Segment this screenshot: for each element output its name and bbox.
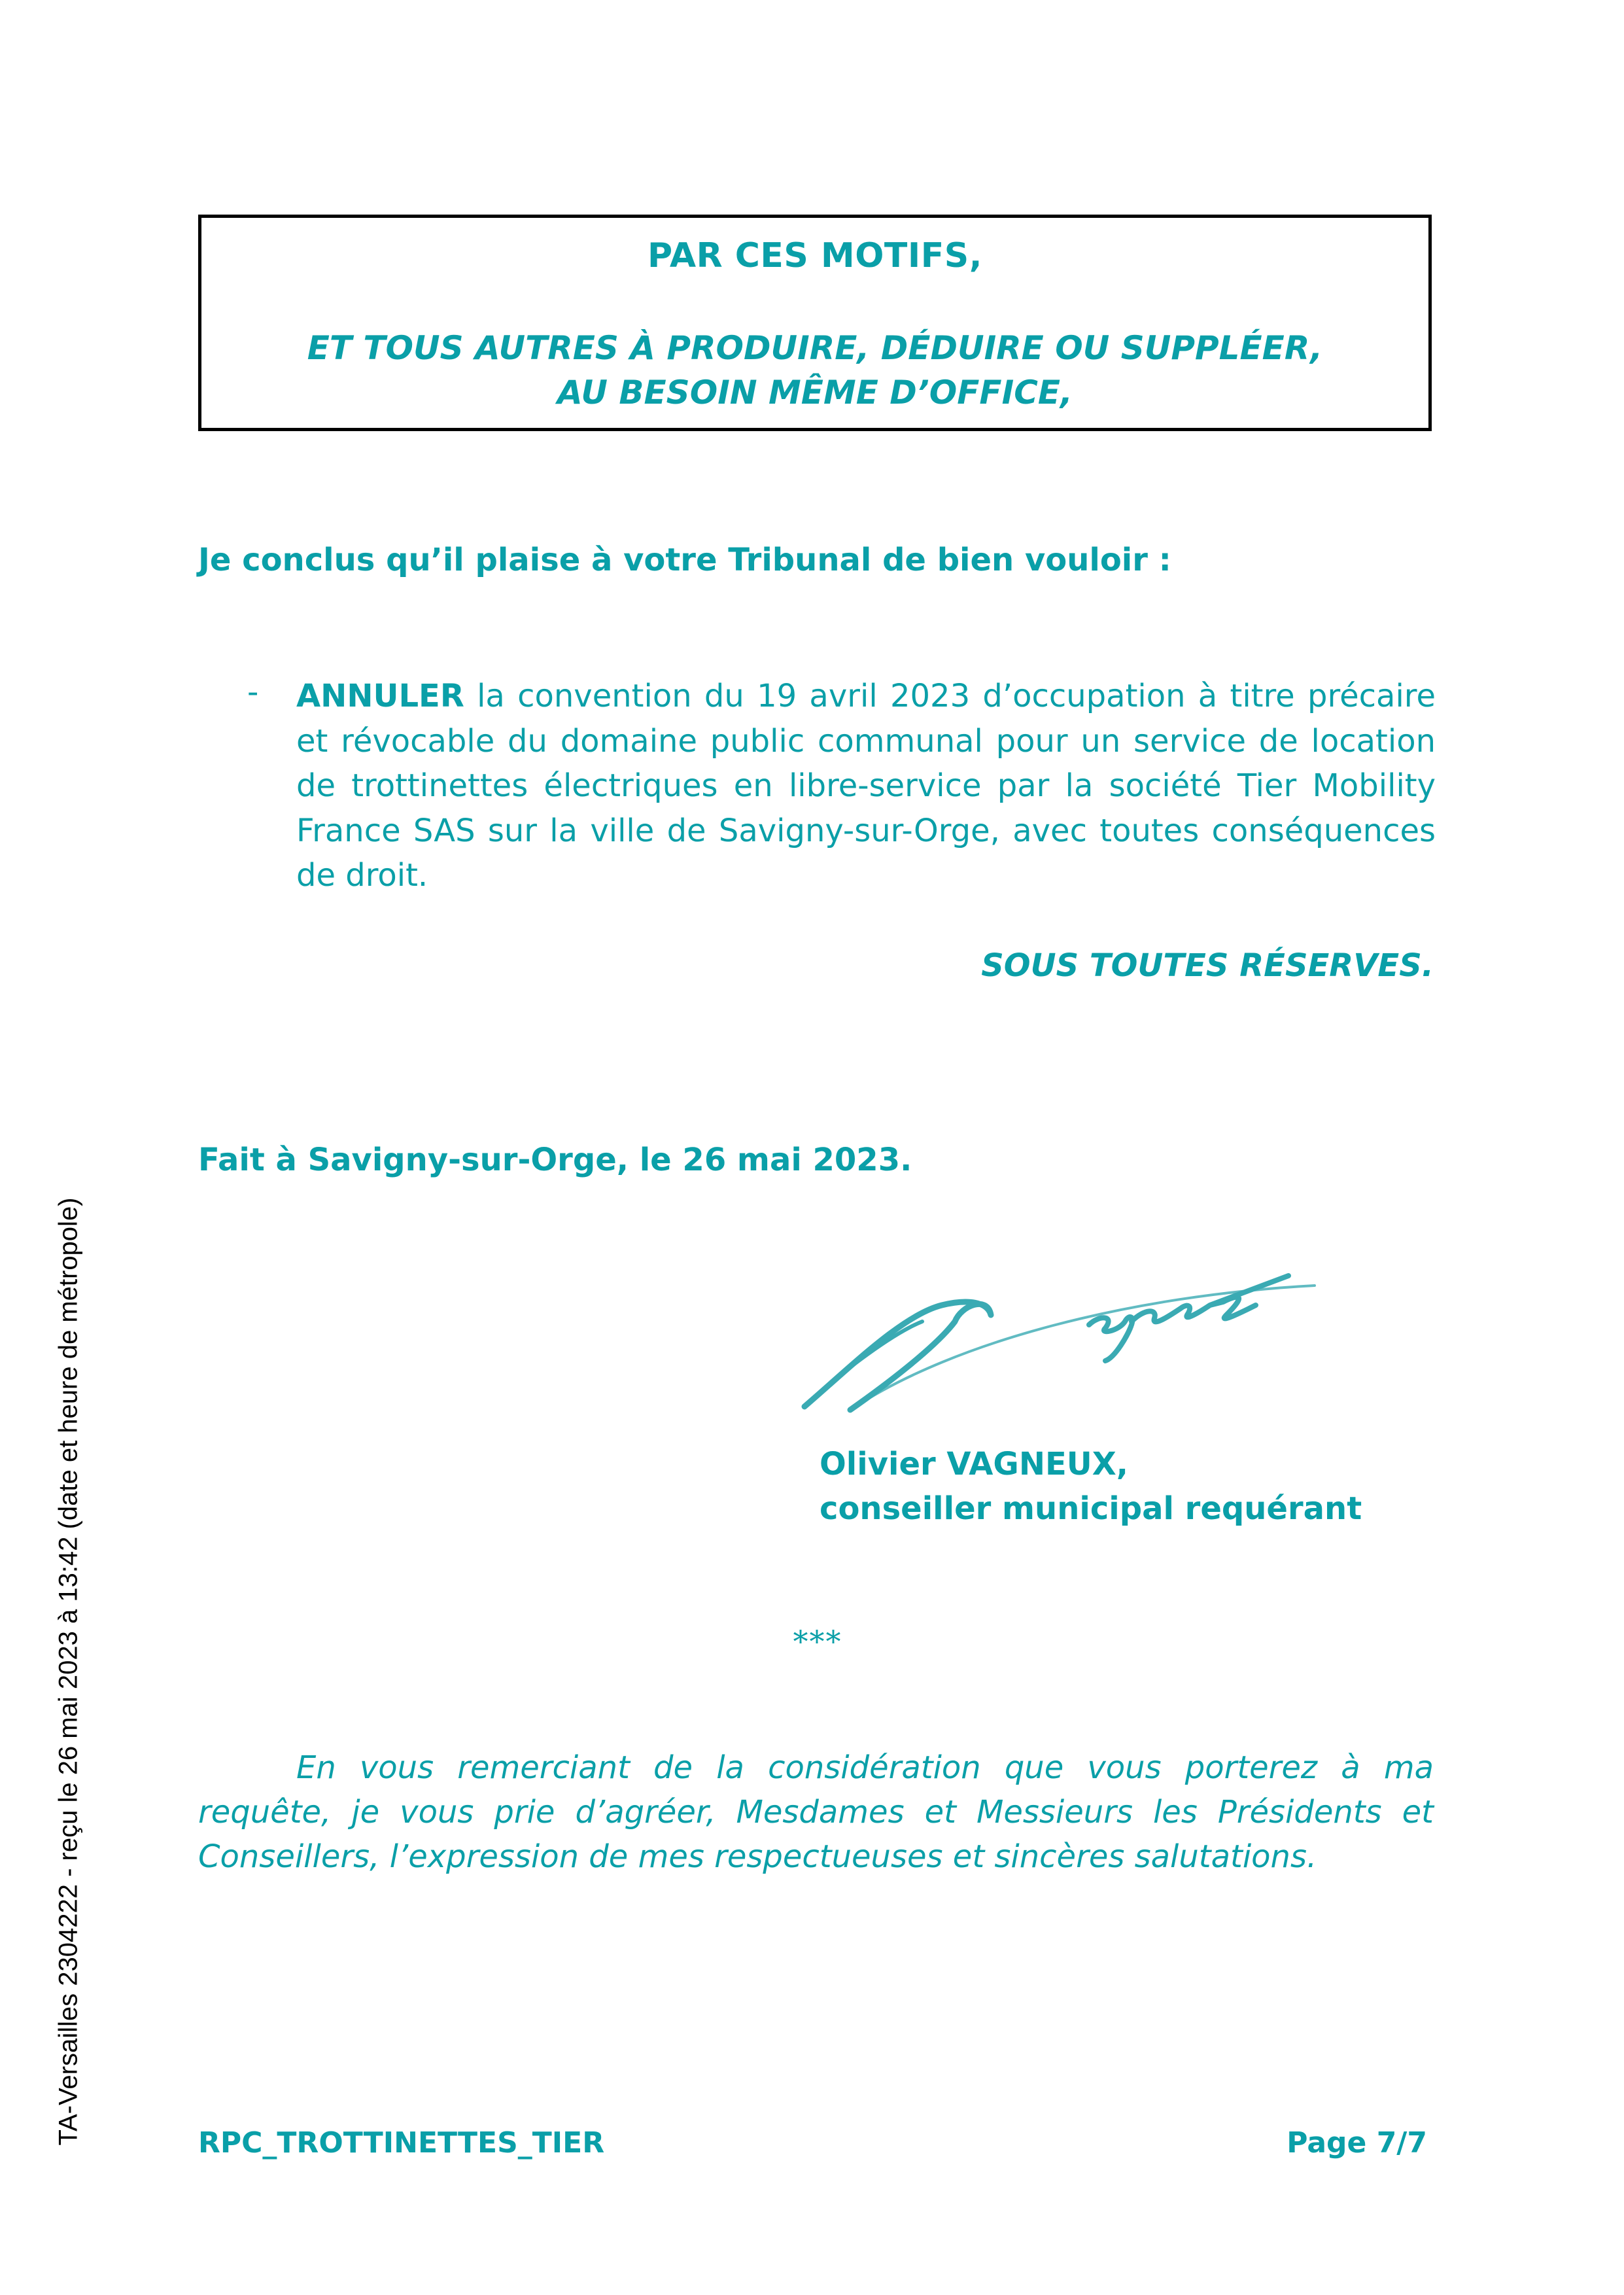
- closing-paragraph: En vous remerciant de la considération que vous porterez à ma requête, je vous prie d’agréer, Mesdames et Messieurs les Présidents et Conseillers, l’expression de mes respectueuses et sincères salutations.: [198, 1749, 1434, 1875]
- footer-document-ref: RPC_TROTTINETTES_TIER: [198, 2126, 605, 2160]
- signature-stroke-v-loop: [804, 1302, 991, 1410]
- signer-role: conseiller municipal requérant: [820, 1490, 1362, 1527]
- bullet-dash: -: [247, 674, 259, 710]
- court-receipt-stamp: TA-Versailles 2304222 - reçu le 26 mai 2023 à 13:42 (date et heure de métropole): [54, 1197, 83, 2146]
- signature-stroke-underline: [854, 1286, 1315, 1408]
- place-date-line: Fait à Savigny-sur-Orge, le 26 mai 2023.: [198, 1142, 912, 1178]
- conclusion-item: [296, 674, 1436, 898]
- signer-name: Olivier VAGNEUX,: [820, 1446, 1129, 1482]
- motifs-box: [198, 215, 1432, 431]
- footer-page-number: Page 7/7: [1287, 2126, 1427, 2160]
- motifs-title: PAR CES MOTIFS,: [648, 236, 982, 275]
- conclusions-intro: Je conclus qu’il plaise à votre Tribunal de bien vouloir :: [198, 542, 1171, 578]
- motifs-subtitle-line2: AU BESOIN MÊME D’OFFICE,: [557, 374, 1073, 412]
- conclusion-verb: ANNULER: [296, 678, 464, 714]
- signature-image: [791, 1243, 1328, 1420]
- section-separator: ***: [793, 1624, 842, 1659]
- conclusion-text: la convention du 19 avril 2023 d’occupation à titre précaire et révocable du domaine public communal pour un service de location de trottinettes électriques en libre-service par la société Tier Mobility France SAS sur la ville de Savigny-sur-Orge, avec toutes conséquences de droit.: [296, 678, 1436, 894]
- signature-stroke-letters: [1089, 1276, 1288, 1361]
- reserves-statement: SOUS TOUTES RÉSERVES.: [981, 947, 1434, 984]
- motifs-subtitle-line1: ET TOUS AUTRES À PRODUIRE, DÉDUIRE OU SUPPLÉER,: [307, 329, 1323, 367]
